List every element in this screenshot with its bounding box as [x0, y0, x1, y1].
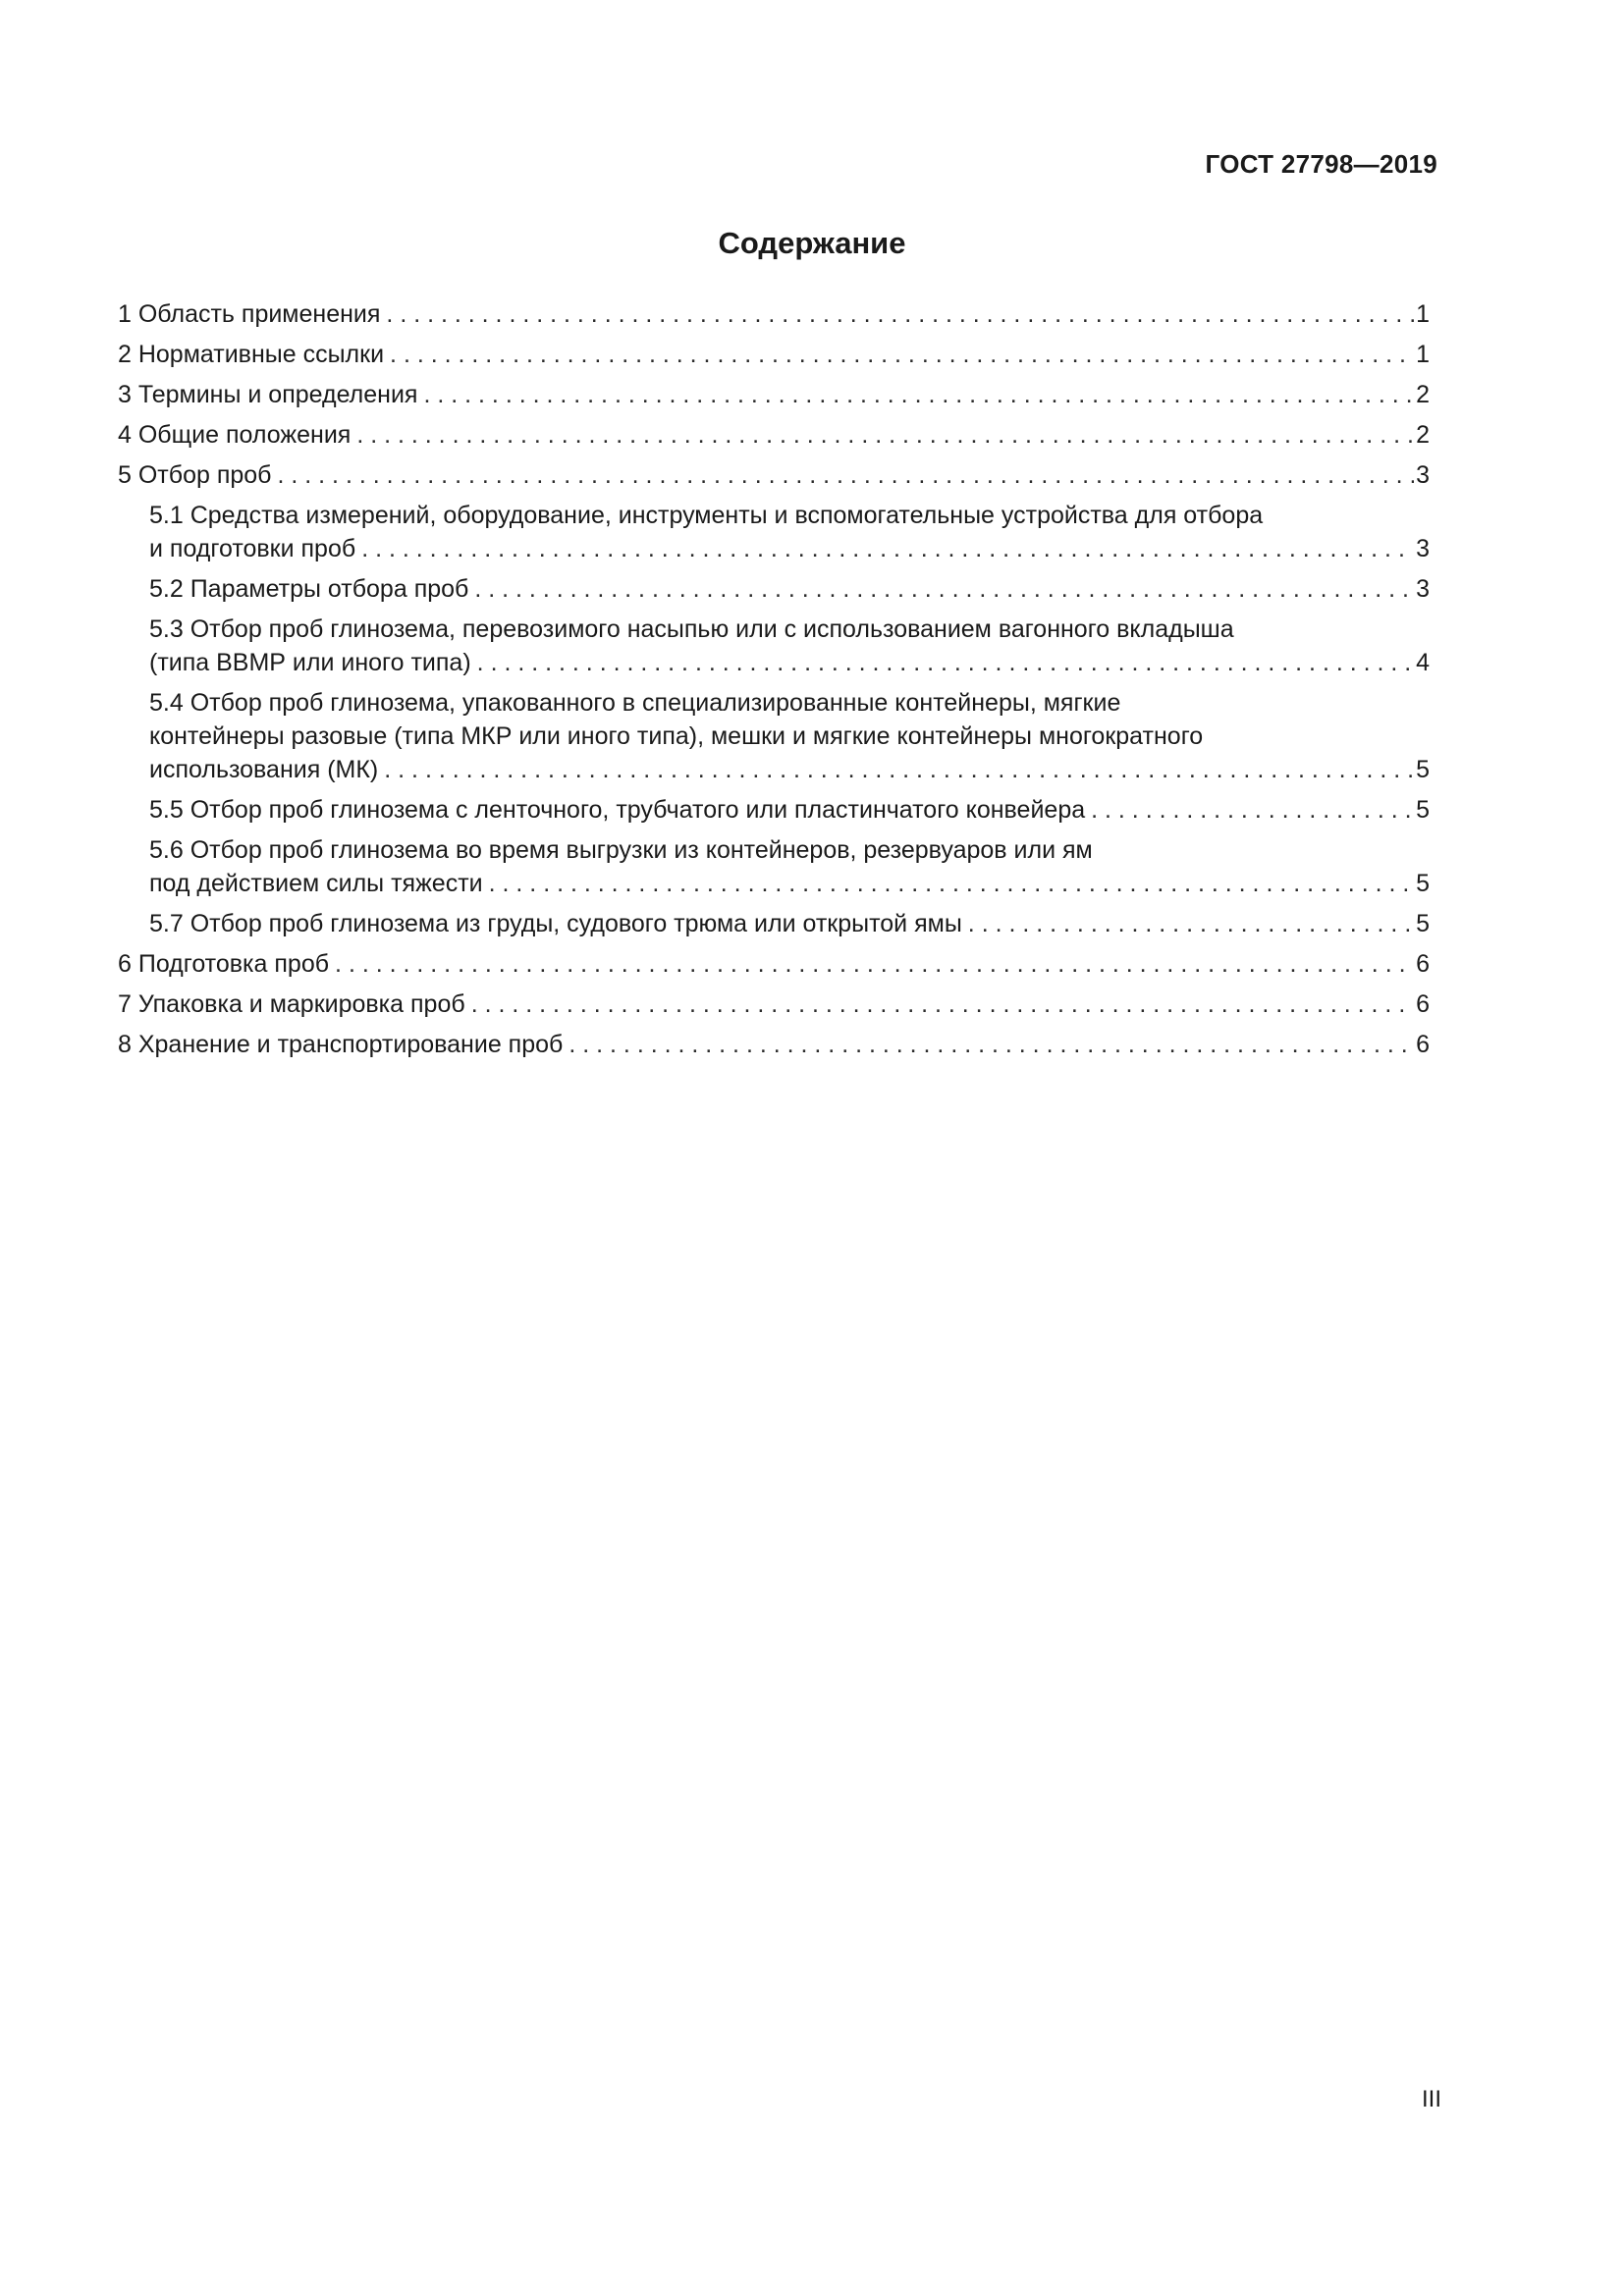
dot-leader — [471, 988, 1414, 1021]
toc-entry-page: 1 — [1416, 300, 1430, 328]
dot-leader — [968, 907, 1414, 940]
toc-entry-text: 5.2 Параметры отбора проб — [149, 575, 469, 603]
toc-entry-line — [149, 867, 1430, 900]
toc-entry[interactable] — [118, 613, 1430, 679]
toc-entry-page: 6 — [1416, 1031, 1430, 1058]
toc-entry[interactable] — [118, 907, 1430, 940]
dot-leader — [390, 338, 1414, 371]
dot-leader — [386, 297, 1414, 331]
toc-entry[interactable] — [118, 947, 1430, 981]
dot-leader — [568, 1028, 1414, 1061]
toc-entry-line — [118, 947, 1430, 981]
dot-leader — [384, 753, 1414, 786]
toc-entry[interactable] — [118, 338, 1430, 371]
toc-entry-text: 1 Область применения — [118, 300, 381, 328]
dot-leader — [361, 532, 1414, 565]
toc-entry-line — [118, 988, 1430, 1021]
dot-leader — [1091, 793, 1414, 827]
toc-entry-page: 4 — [1416, 649, 1430, 676]
toc-entry[interactable] — [118, 418, 1430, 452]
toc-entry[interactable] — [118, 572, 1430, 606]
toc-entry-line — [118, 1028, 1430, 1061]
toc-entry-line — [118, 378, 1430, 411]
toc-entry-text: 3 Термины и определения — [118, 381, 418, 408]
toc-entry-line — [118, 338, 1430, 371]
toc-entry[interactable] — [118, 458, 1430, 492]
toc-entry-text: 6 Подготовка проб — [118, 950, 330, 978]
standard-code: ГОСТ 27798—2019 — [1205, 149, 1437, 179]
toc-entry-page: 2 — [1416, 381, 1430, 408]
toc-entry-page: 6 — [1416, 950, 1430, 978]
toc-entry[interactable] — [118, 833, 1430, 900]
page-number: III — [1421, 2086, 1441, 2112]
dot-leader — [474, 572, 1414, 606]
toc-entry-text: под действием силы тяжести — [149, 870, 483, 897]
toc-entry-line — [149, 646, 1430, 679]
toc-entry-page: 3 — [1416, 575, 1430, 603]
toc-entry-page: 3 — [1416, 535, 1430, 562]
toc-entry-text: использования (МК) — [149, 756, 379, 783]
toc-entry-page: 6 — [1416, 990, 1430, 1018]
toc-entry-line — [149, 907, 1430, 940]
toc-entry-page: 5 — [1416, 870, 1430, 897]
toc-entry-text: 5.6 Отбор проб глинозема во время выгрузки из контейнеров, резервуаров или ям — [149, 836, 1093, 864]
toc-entry-page: 3 — [1416, 461, 1430, 489]
toc-entry-text: 5.7 Отбор проб глинозема из груды, судового трюма или открытой ямы — [149, 910, 962, 937]
toc-entry-page: 1 — [1416, 341, 1430, 368]
toc-entry-page: 5 — [1416, 756, 1430, 783]
dot-leader — [356, 418, 1414, 452]
toc-entry[interactable] — [118, 988, 1430, 1021]
toc-entry-text: 8 Хранение и транспортирование проб — [118, 1031, 564, 1058]
toc-entry[interactable] — [118, 499, 1430, 565]
toc-entry-line — [149, 572, 1430, 606]
toc-entry[interactable] — [118, 297, 1430, 331]
table-of-contents — [118, 297, 1430, 1068]
toc-entry-page: 5 — [1416, 910, 1430, 937]
toc-entry-text: 5.5 Отбор проб глинозема с ленточного, трубчатого или пластинчатого конвейера — [149, 796, 1086, 824]
toc-entry-text: 7 Упаковка и маркировка проб — [118, 990, 465, 1018]
dot-leader — [489, 867, 1414, 900]
toc-entry-line — [118, 418, 1430, 452]
toc-entry-text: 5.3 Отбор проб глинозема, перевозимого насыпью или с использованием вагонного вкладыша — [149, 615, 1234, 643]
toc-entry-line — [149, 793, 1430, 827]
toc-entry-text: (типа ВВМР или иного типа) — [149, 649, 471, 676]
toc-entry-line — [149, 532, 1430, 565]
toc-entry-page: 2 — [1416, 421, 1430, 449]
toc-entry-text: и подготовки проб — [149, 535, 356, 562]
toc-title: Содержание — [718, 226, 906, 260]
toc-entry-text: 5 Отбор проб — [118, 461, 272, 489]
dot-leader — [477, 646, 1414, 679]
toc-entry[interactable] — [118, 378, 1430, 411]
toc-entry-line — [118, 458, 1430, 492]
dot-leader — [277, 458, 1414, 492]
toc-entry[interactable] — [118, 686, 1430, 786]
toc-entry-text: 4 Общие положения — [118, 421, 352, 449]
toc-entry-line — [149, 753, 1430, 786]
toc-entry-text: 2 Нормативные ссылки — [118, 341, 385, 368]
toc-entry-text: 5.4 Отбор проб глинозема, упакованного в специализированные контейнеры, мягкие — [149, 689, 1121, 717]
toc-entry[interactable] — [118, 1028, 1430, 1061]
toc-entry-text: контейнеры разовые (типа МКР или иного типа), мешки и мягкие контейнеры многократного — [149, 722, 1204, 750]
dot-leader — [335, 947, 1414, 981]
toc-entry-page: 5 — [1416, 796, 1430, 824]
toc-entry[interactable] — [118, 793, 1430, 827]
toc-entry-line — [118, 297, 1430, 331]
dot-leader — [423, 378, 1414, 411]
toc-entry-text: 5.1 Средства измерений, оборудование, инструменты и вспомогательные устройства для отбора — [149, 502, 1264, 529]
